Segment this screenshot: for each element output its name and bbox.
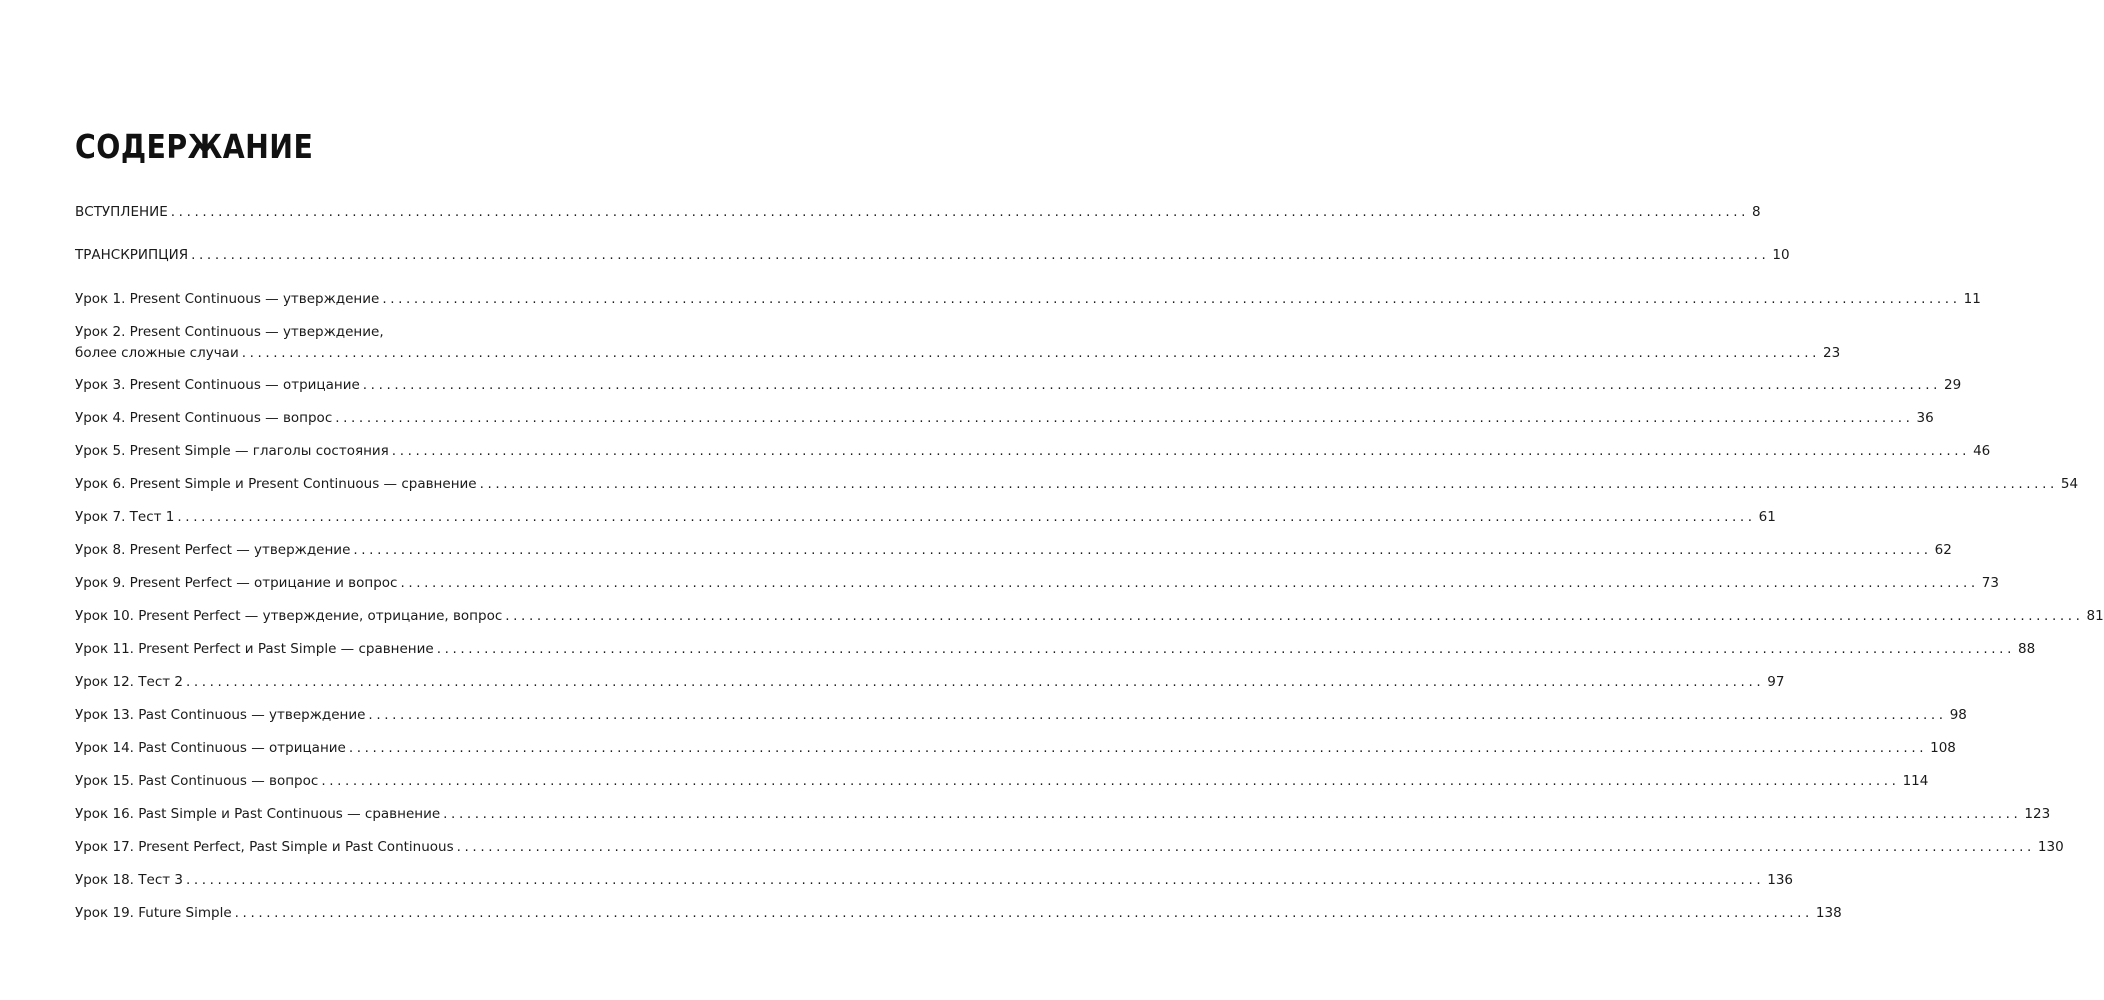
toc-entry-title: Урок 19. Future Simple xyxy=(75,905,232,921)
toc-page-number: 97 xyxy=(1767,674,1785,690)
toc-page-number: 98 xyxy=(1949,707,1967,723)
toc-entry-line xyxy=(75,442,1991,460)
toc-page-number: 61 xyxy=(1758,509,1776,525)
toc-entry-title: Урок 8. Present Perfect — утверждение xyxy=(75,542,351,558)
toc-entry-line xyxy=(75,904,1842,922)
toc-entry[interactable] xyxy=(75,409,1934,427)
toc-entry-line xyxy=(75,574,1999,592)
dot-leader: ........................................................................................................................................................................................................ xyxy=(348,740,1928,756)
dot-leader: ........................................................................................................................................................................................................ xyxy=(170,204,1750,220)
toc-entry-line xyxy=(75,805,2051,823)
toc-entry-line xyxy=(75,246,1790,264)
toc-entry-title: Урок 17. Present Perfect, Past Simple и Past Continuous xyxy=(75,839,454,855)
toc-page-number: 108 xyxy=(1930,740,1956,756)
toc-page-number: 62 xyxy=(1934,542,1952,558)
toc-entry[interactable] xyxy=(75,607,2104,625)
toc-entry[interactable] xyxy=(75,640,2036,658)
toc-page-number: 36 xyxy=(1916,410,1934,426)
dot-leader: ........................................................................................................................................................................................................ xyxy=(185,674,1765,690)
toc-entry[interactable] xyxy=(75,772,1929,790)
dot-leader: ........................................................................................................................................................................................................ xyxy=(241,345,1820,361)
dot-leader: ........................................................................................................................................................................................................ xyxy=(321,773,1900,789)
dot-leader: ........................................................................................................................................................................................................ xyxy=(456,839,2035,855)
toc-entry-title: Урок 10. Present Perfect — утверждение, отрицание, вопрос xyxy=(75,608,503,624)
toc-entry-line xyxy=(75,673,1785,691)
toc-entry-title: Урок 6. Present Simple и Present Continuous — сравнение xyxy=(75,476,477,492)
toc-page-number: 123 xyxy=(2024,806,2051,822)
dot-leader: ........................................................................................................................................................................................................ xyxy=(362,377,1942,393)
toc-entry-line xyxy=(75,290,1981,308)
toc-entry-title: Урок 3. Present Continuous — отрицание xyxy=(75,377,360,393)
toc-entry[interactable] xyxy=(75,246,1790,264)
toc-entry-line xyxy=(75,475,2079,493)
toc-page-number: 88 xyxy=(2017,641,2036,657)
toc-entry-title: ТРАНСКРИПЦИЯ xyxy=(75,247,189,263)
toc-entry[interactable] xyxy=(75,203,1761,221)
toc-entry-line xyxy=(75,203,1761,221)
toc-page-number: 130 xyxy=(2037,839,2064,855)
toc-entry-title: ВСТУПЛЕНИЕ xyxy=(75,204,168,220)
toc-entry-title: Урок 12. Тест 2 xyxy=(75,674,183,690)
toc-page-number: 29 xyxy=(1944,377,1962,393)
toc-entry[interactable] xyxy=(75,290,1981,308)
dot-leader: ........................................................................................................................................................................................................ xyxy=(368,707,1947,723)
dot-leader: ........................................................................................................................................................................................................ xyxy=(400,575,1979,591)
toc-page-number: 138 xyxy=(1815,905,1842,921)
dot-leader: ........................................................................................................................................................................................................ xyxy=(391,443,1971,459)
toc-entry-title: Урок 4. Present Continuous — вопрос xyxy=(75,410,333,426)
toc-entry-title: более сложные случаи xyxy=(75,345,239,361)
toc-page-number: 11 xyxy=(1963,291,1981,307)
toc-entry[interactable] xyxy=(75,739,1956,757)
toc-entry-title: Урок 14. Past Continuous — отрицание xyxy=(75,740,346,756)
toc-entry[interactable] xyxy=(75,805,2051,823)
dot-leader: ........................................................................................................................................................................................................ xyxy=(234,905,1813,921)
toc-entry-line xyxy=(75,508,1776,526)
dot-leader: ........................................................................................................................................................................................................ xyxy=(335,410,1914,426)
toc-entry-line xyxy=(75,607,2104,625)
toc-entry-title: Урок 9. Present Perfect — отрицание и вопрос xyxy=(75,575,398,591)
toc-entry-title: Урок 2. Present Continuous — утверждение, xyxy=(75,324,384,340)
toc-entry-line xyxy=(75,409,1934,427)
toc-page-number: 10 xyxy=(1772,247,1790,263)
toc-entry[interactable] xyxy=(75,541,1952,559)
toc-entry[interactable] xyxy=(75,475,2079,493)
toc-entry-line xyxy=(75,376,1962,394)
toc-entry-line xyxy=(75,323,580,341)
toc-page-number: 8 xyxy=(1752,204,1761,220)
dot-leader: ........................................................................................................................................................................................................ xyxy=(185,872,1765,888)
toc-entry[interactable] xyxy=(75,442,1991,460)
toc-entry-title: Урок 11. Present Perfect и Past Simple — сравнение xyxy=(75,641,434,657)
toc-entry-line xyxy=(75,739,1956,757)
toc-page-number: 136 xyxy=(1767,872,1794,888)
dot-leader: ........................................................................................................................................................................................................ xyxy=(443,806,2022,822)
toc-entry-line xyxy=(75,706,1967,724)
toc-page-number: 81 xyxy=(2086,608,2104,624)
toc-entry[interactable] xyxy=(75,574,1999,592)
toc-entry-title: Урок 7. Тест 1 xyxy=(75,509,175,525)
page-title: СОДЕРЖАНИЕ xyxy=(75,127,314,166)
toc-entry[interactable] xyxy=(75,871,1794,889)
toc-page-number: 114 xyxy=(1902,773,1929,789)
dot-leader: ........................................................................................................................................................................................................ xyxy=(191,247,1770,263)
toc-entry-line xyxy=(75,772,1929,790)
toc-page-number: 46 xyxy=(1973,443,1991,459)
dot-leader: ........................................................................................................................................................................................................ xyxy=(505,608,2084,624)
toc-entry-line xyxy=(75,838,2064,856)
toc-entry-title: Урок 5. Present Simple — глаголы состояния xyxy=(75,443,389,459)
toc-entry[interactable] xyxy=(75,904,1842,922)
dot-leader: ........................................................................................................................................................................................................ xyxy=(479,476,2058,492)
toc-page-number: 54 xyxy=(2060,476,2079,492)
dot-leader: ........................................................................................................................................................................................................ xyxy=(436,641,2015,657)
dot-leader: ........................................................................................................................................................................................................ xyxy=(353,542,1932,558)
toc-entry[interactable] xyxy=(75,673,1785,691)
toc-entry[interactable] xyxy=(75,323,1841,362)
toc-entry-line xyxy=(75,541,1952,559)
toc-entry-line xyxy=(75,640,2036,658)
dot-leader: ........................................................................................................................................................................................................ xyxy=(177,509,1756,525)
toc-entry-title: Урок 15. Past Continuous — вопрос xyxy=(75,773,319,789)
toc-entry[interactable] xyxy=(75,706,1967,724)
toc-entry-line xyxy=(75,871,1794,889)
toc-page-number: 73 xyxy=(1981,575,1999,591)
toc-entry[interactable] xyxy=(75,508,1776,526)
toc-entry-line xyxy=(75,344,1841,362)
toc-entry[interactable] xyxy=(75,376,1962,394)
toc-entry-title: Урок 13. Past Continuous — утверждение xyxy=(75,707,366,723)
toc-entry-title: Урок 1. Present Continuous — утверждение xyxy=(75,291,380,307)
toc-entry-title: Урок 18. Тест 3 xyxy=(75,872,183,888)
toc-entry-title: Урок 16. Past Simple и Past Continuous — сравнение xyxy=(75,806,441,822)
toc-page-number: 23 xyxy=(1823,345,1841,361)
dot-leader: ........................................................................................................................................................................................................ xyxy=(382,291,1961,307)
toc-entry[interactable] xyxy=(75,838,2064,856)
